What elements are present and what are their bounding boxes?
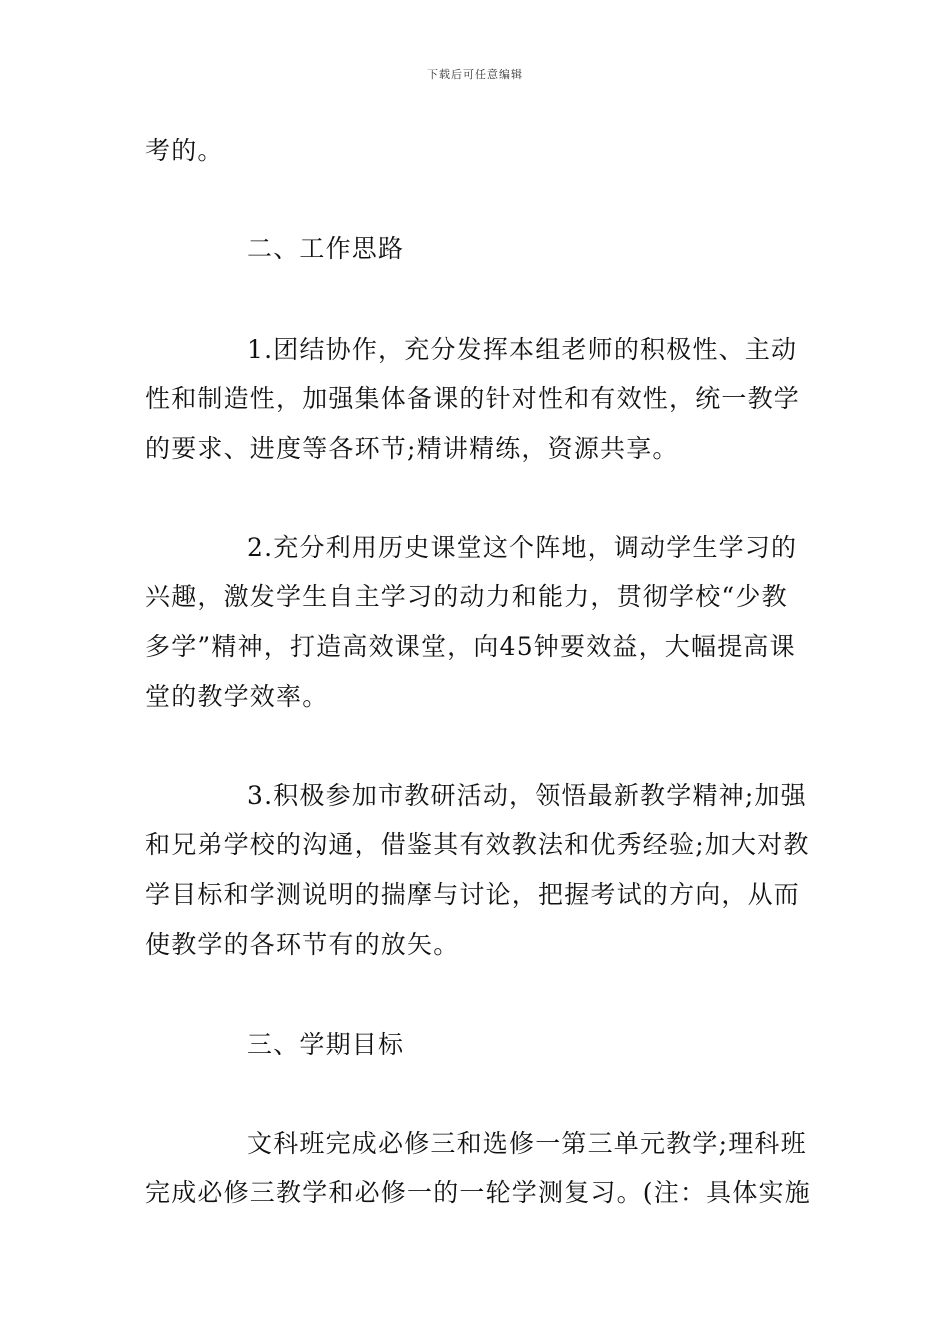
section-heading: 二、工作思路 xyxy=(247,234,405,263)
paragraph-line: 1.团结协作，充分发挥本组老师的积极性、主动 xyxy=(247,335,798,364)
paragraph-line: 2.充分利用历史课堂这个阵地，调动学生学习的 xyxy=(247,533,798,562)
paragraph-line: 兴趣，激发学生自主学习的动力和能力，贯彻学校“少教 xyxy=(145,582,788,611)
paragraph-line: 3.积极参加市教研活动，领悟最新教学精神;加强 xyxy=(247,781,807,810)
text-line: 考的。 xyxy=(145,136,224,165)
paragraph-line: 的要求、进度等各环节;精讲精练，资源共享。 xyxy=(145,434,679,463)
paragraph-line: 完成必修三教学和必修一的一轮学测复习。(注：具体实施 xyxy=(145,1178,811,1207)
paragraph-line: 文科班完成必修三和选修一第三单元教学;理科班 xyxy=(247,1129,807,1158)
section-heading: 三、学期目标 xyxy=(247,1030,405,1059)
paragraph-line: 堂的教学效率。 xyxy=(145,682,329,711)
paragraph-line: 性和制造性，加强集体备课的针对性和有效性，统一教学 xyxy=(145,384,801,413)
paragraph-line: 多学”精神，打造高效课堂，向45钟要效益，大幅提高课 xyxy=(145,632,796,661)
page-header-note: 下载后可任意编辑 xyxy=(427,68,523,81)
paragraph-line: 和兄弟学校的沟通，借鉴其有效教法和优秀经验;加大对教 xyxy=(145,830,810,859)
paragraph-line: 使教学的各环节有的放矢。 xyxy=(145,930,460,959)
paragraph-line: 学目标和学测说明的揣摩与讨论，把握考试的方向，从而 xyxy=(145,880,801,909)
